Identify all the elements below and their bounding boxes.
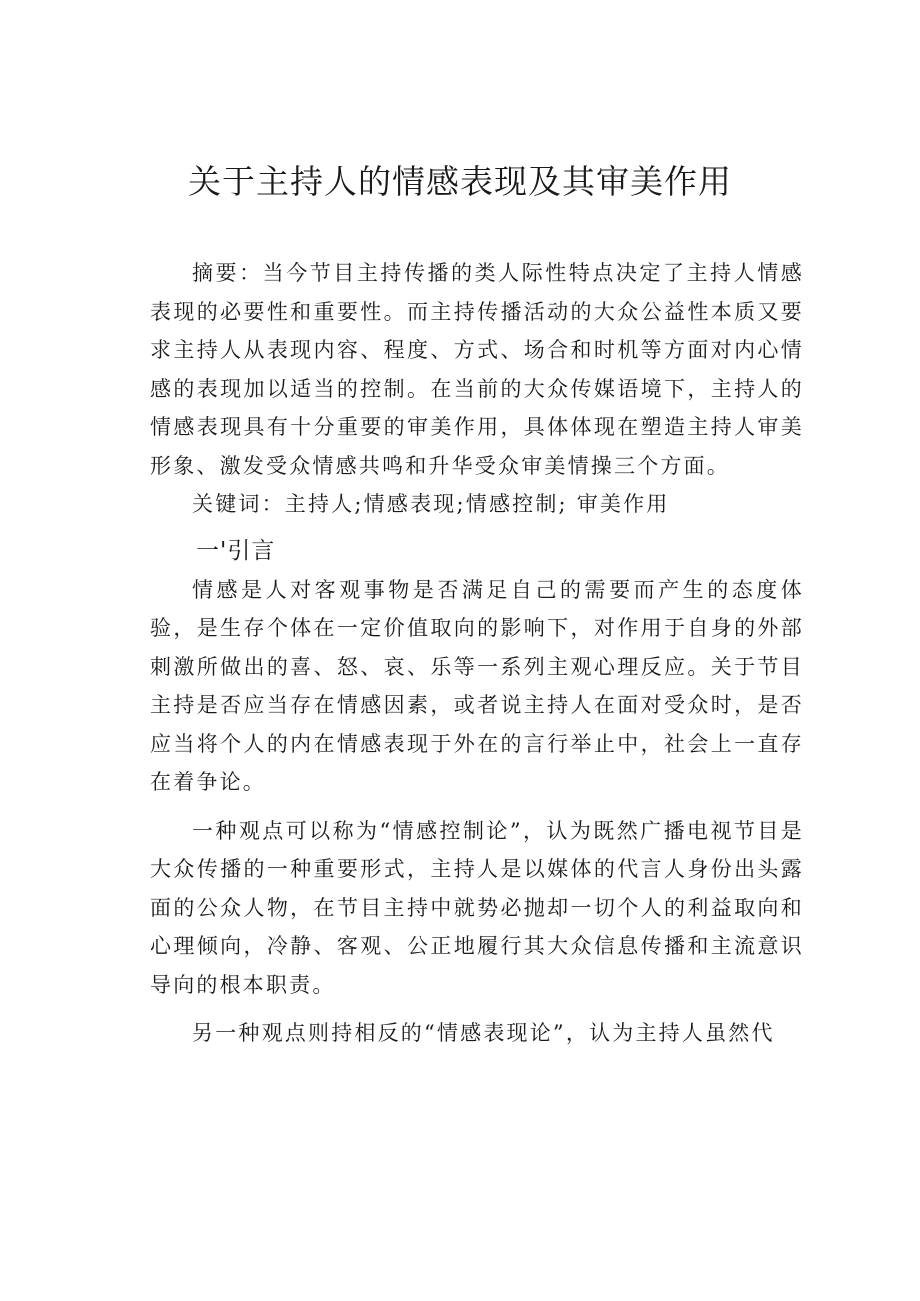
section-heading-introduction: 一'引言 [196, 537, 276, 564]
document-body [150, 254, 804, 1053]
document-title: 关于主持人的情感表现及其审美作用 [188, 162, 732, 201]
body-paragraph: 另一种观点则持相反的“情感表现论”，认为主持人虽然代 [192, 1021, 775, 1045]
body-paragraph: 情感是人对客观事物是否满足自己的需要而产生的态度体验，是生存个体在一定价值取向的影响下，对作用于自身的外部刺激所做出的喜、怒、哀、乐等一系列主观心理反应。关于节目主持是否应当存在情感因素，或者说主持人在面对受众时，是否应当将个人的内在情感表现于外在的言行举止中，社会上一直存在着争论。 [150, 577, 804, 794]
body-paragraph: 一种观点可以称为“情感控制论”，认为既然广播电视节目是大众传播的一种重要形式，主持人是以媒体的代言人身份出头露面的公众人物，在节目主持中就势必抛却一切个人的利益取向和心理倾向，冷静、客观、公正地履行其大众信息传播和主流意识导向的根本职责。 [150, 818, 804, 997]
abstract-paragraph: 摘要：当今节目主持传播的类人际性特点决定了主持人情感表现的必要性和重要性。而主持传播活动的大众公益性本质又要求主持人从表现内容、程度、方式、场合和时机等方面对内心情感的表现加以适当的控制。在当前的大众传媒语境下，主持人的情感表现具有十分重要的审美作用，具体体现在塑造主持人审美形象、激发受众情感共鸣和升华受众审美情操三个方面。 [150, 261, 804, 478]
keywords-line: 关键词：主持人;情感表现;情感控制; 审美作用 [192, 492, 670, 516]
